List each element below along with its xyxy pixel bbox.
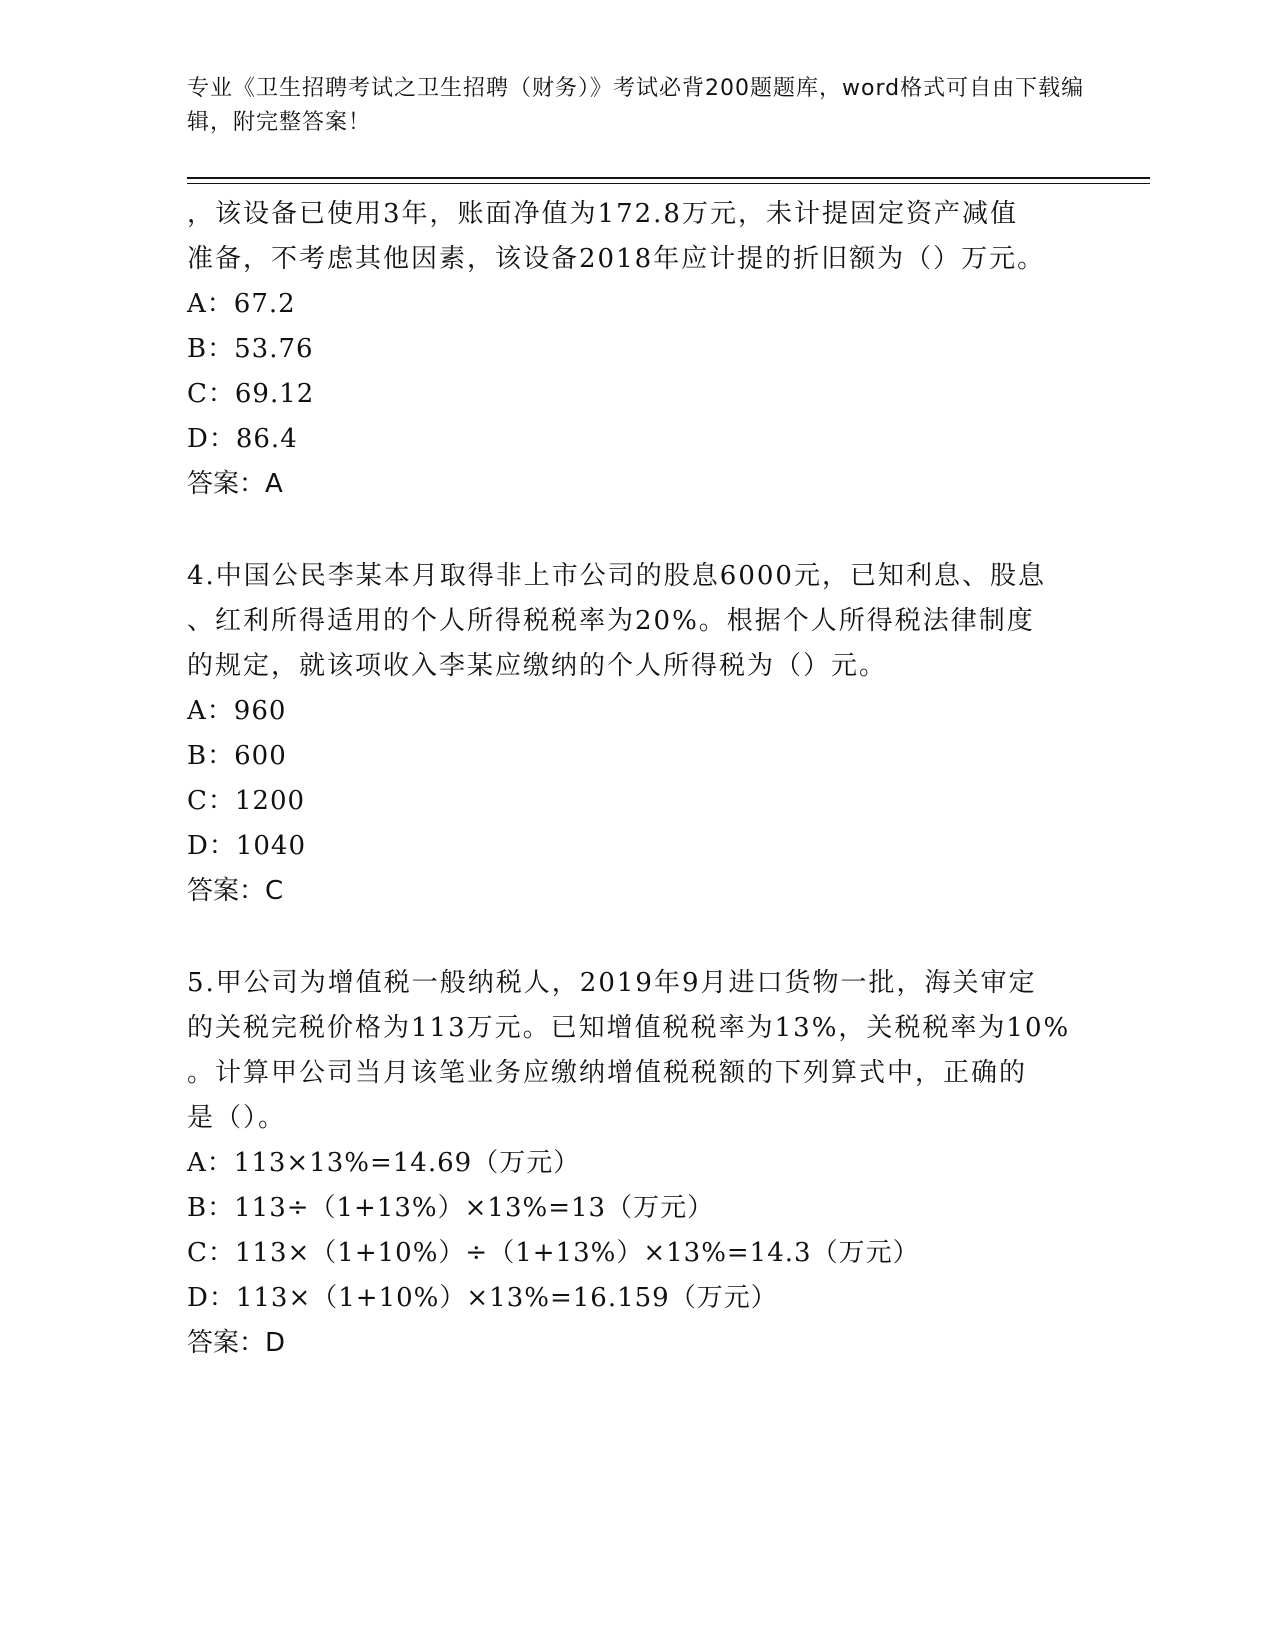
option-b: B：113÷（1+13%）×13%=13（万元） [187,1193,715,1223]
question-text-line: 、红利所得适用的个人所得税税率为20%。根据个人所得税法律制度 [187,606,1035,636]
question-text-line: 5.甲公司为增值税一般纳税人，2019年9月进口货物一批，海关审定 [187,968,1037,998]
question-text-line: 的规定，就该项收入李某应缴纳的个人所得税为（）元。 [187,651,888,681]
answer-line: 答案：C [187,876,284,906]
option-d: D：86.4 [187,424,298,454]
option-a: A：113×13%=14.69（万元） [187,1148,581,1178]
question-text-line: 准备，不考虑其他因素，该设备2018年应计提的折旧额为（）万元。 [187,244,1046,274]
question-item [187,554,1087,914]
option-b: B：600 [187,741,287,771]
question-list [187,192,1087,1413]
question-text-line: 4.中国公民李某本月取得非上市公司的股息6000元，已知利息、股息 [187,561,1046,591]
document-header [187,72,1087,140]
answer-line: 答案：D [187,1328,286,1358]
header-divider-thick [187,177,1150,179]
document-title: 专业《卫生招聘考试之卫生招聘（财务）》考试必背200题题库，word格式可自由下载编辑，附完整答案！ [187,76,1085,135]
option-d: D：1040 [187,831,307,861]
question-item [187,192,1087,507]
question-item [187,961,1087,1366]
option-a: A：67.2 [187,289,296,319]
option-a: A：960 [187,696,287,726]
question-text-line: ，该设备已使用3年，账面净值为172.8万元，未计提固定资产减值 [187,199,1018,229]
question-text-line: 是（）。 [187,1103,287,1133]
answer-line: 答案：A [187,469,283,499]
option-c: C：1200 [187,786,306,816]
header-divider-thin [187,183,1150,184]
question-text-line: 的关税完税价格为113万元。已知增值税税率为13%，关税税率为10% [187,1013,1071,1043]
option-b: B：53.76 [187,334,314,364]
option-c: C：113×（1+10%）÷（1+13%）×13%=14.3（万元） [187,1238,920,1268]
option-c: C：69.12 [187,379,315,409]
question-text-line: 。计算甲公司当月该笔业务应缴纳增值税税额的下列算式中，正确的 [187,1058,1028,1088]
option-d: D：113×（1+10%）×13%=16.159（万元） [187,1283,778,1313]
